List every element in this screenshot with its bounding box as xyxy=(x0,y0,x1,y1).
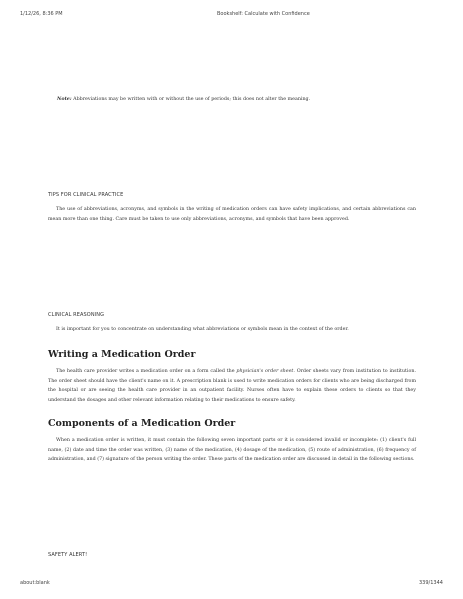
footer-url: about:blank xyxy=(20,580,50,586)
components-paragraph: When a medication order is written, it must contain the following seven important parts or it is considered invalid or incomplete: (1) client's full name, (2) date and time the order was written, (3) name of the medication, (4) dosage of the medication, (5) route of administration, (6) frequency of administration, and (7) signature of the person writing the order. These parts of the medication order are discussed in detail in the following sections. xyxy=(48,438,416,463)
tips-paragraph: The use of abbreviations, acronyms, and symbols in the writing of medication orders can have safety implications, and certain abbreviations can mean more than one thing. Care must be taken to use only abbreviations, acronyms, and symbols that have been approved. xyxy=(48,207,416,222)
print-datetime: 1/12/26, 8:36 PM xyxy=(20,11,63,17)
tips-heading: TIPS FOR CLINICAL PRACTICE xyxy=(48,192,124,198)
section-title-components: Components of a Medication Order xyxy=(48,418,236,429)
note-text: Abbreviations may be written with or without the use of periods; this does not alter the meaning. xyxy=(71,97,311,102)
print-page-title: Bookshelf: Calculate with Confidence xyxy=(217,11,310,17)
writing-order-paragraph xyxy=(48,367,416,405)
physicians-order-sheet-term: physician's order sheet. xyxy=(236,369,295,374)
note-label: Note: xyxy=(57,96,72,102)
reasoning-heading-part: REASONING xyxy=(73,312,105,318)
writing-order-text-b: Order sheets vary from institution to institution. The order sheet should have the client's name on it. A prescription blank is used to write medication orders for clients who are being discharged from the hospital or are seeing the health care provider in an outpatient facility. Nurses often have to explain these orders to clients so that they understand the dosages and other relevant information relating to their medications to ensure safety. xyxy=(48,369,416,403)
reasoning-paragraph: It is important for you to concentrate on understanding what abbreviations or symbols mean in the context of the order. xyxy=(56,327,349,332)
clinical-heading-part: CLINICAL xyxy=(48,312,74,318)
safety-alert-heading: SAFETY ALERT! xyxy=(48,552,88,558)
note-paragraph xyxy=(57,95,417,105)
section-title-writing-order: Writing a Medication Order xyxy=(48,349,196,360)
clinical-reasoning-heading xyxy=(48,312,104,318)
footer-page-number: 339/1344 xyxy=(419,580,443,586)
writing-order-text-a: The health care provider writes a medication order on a form called the xyxy=(56,369,237,374)
